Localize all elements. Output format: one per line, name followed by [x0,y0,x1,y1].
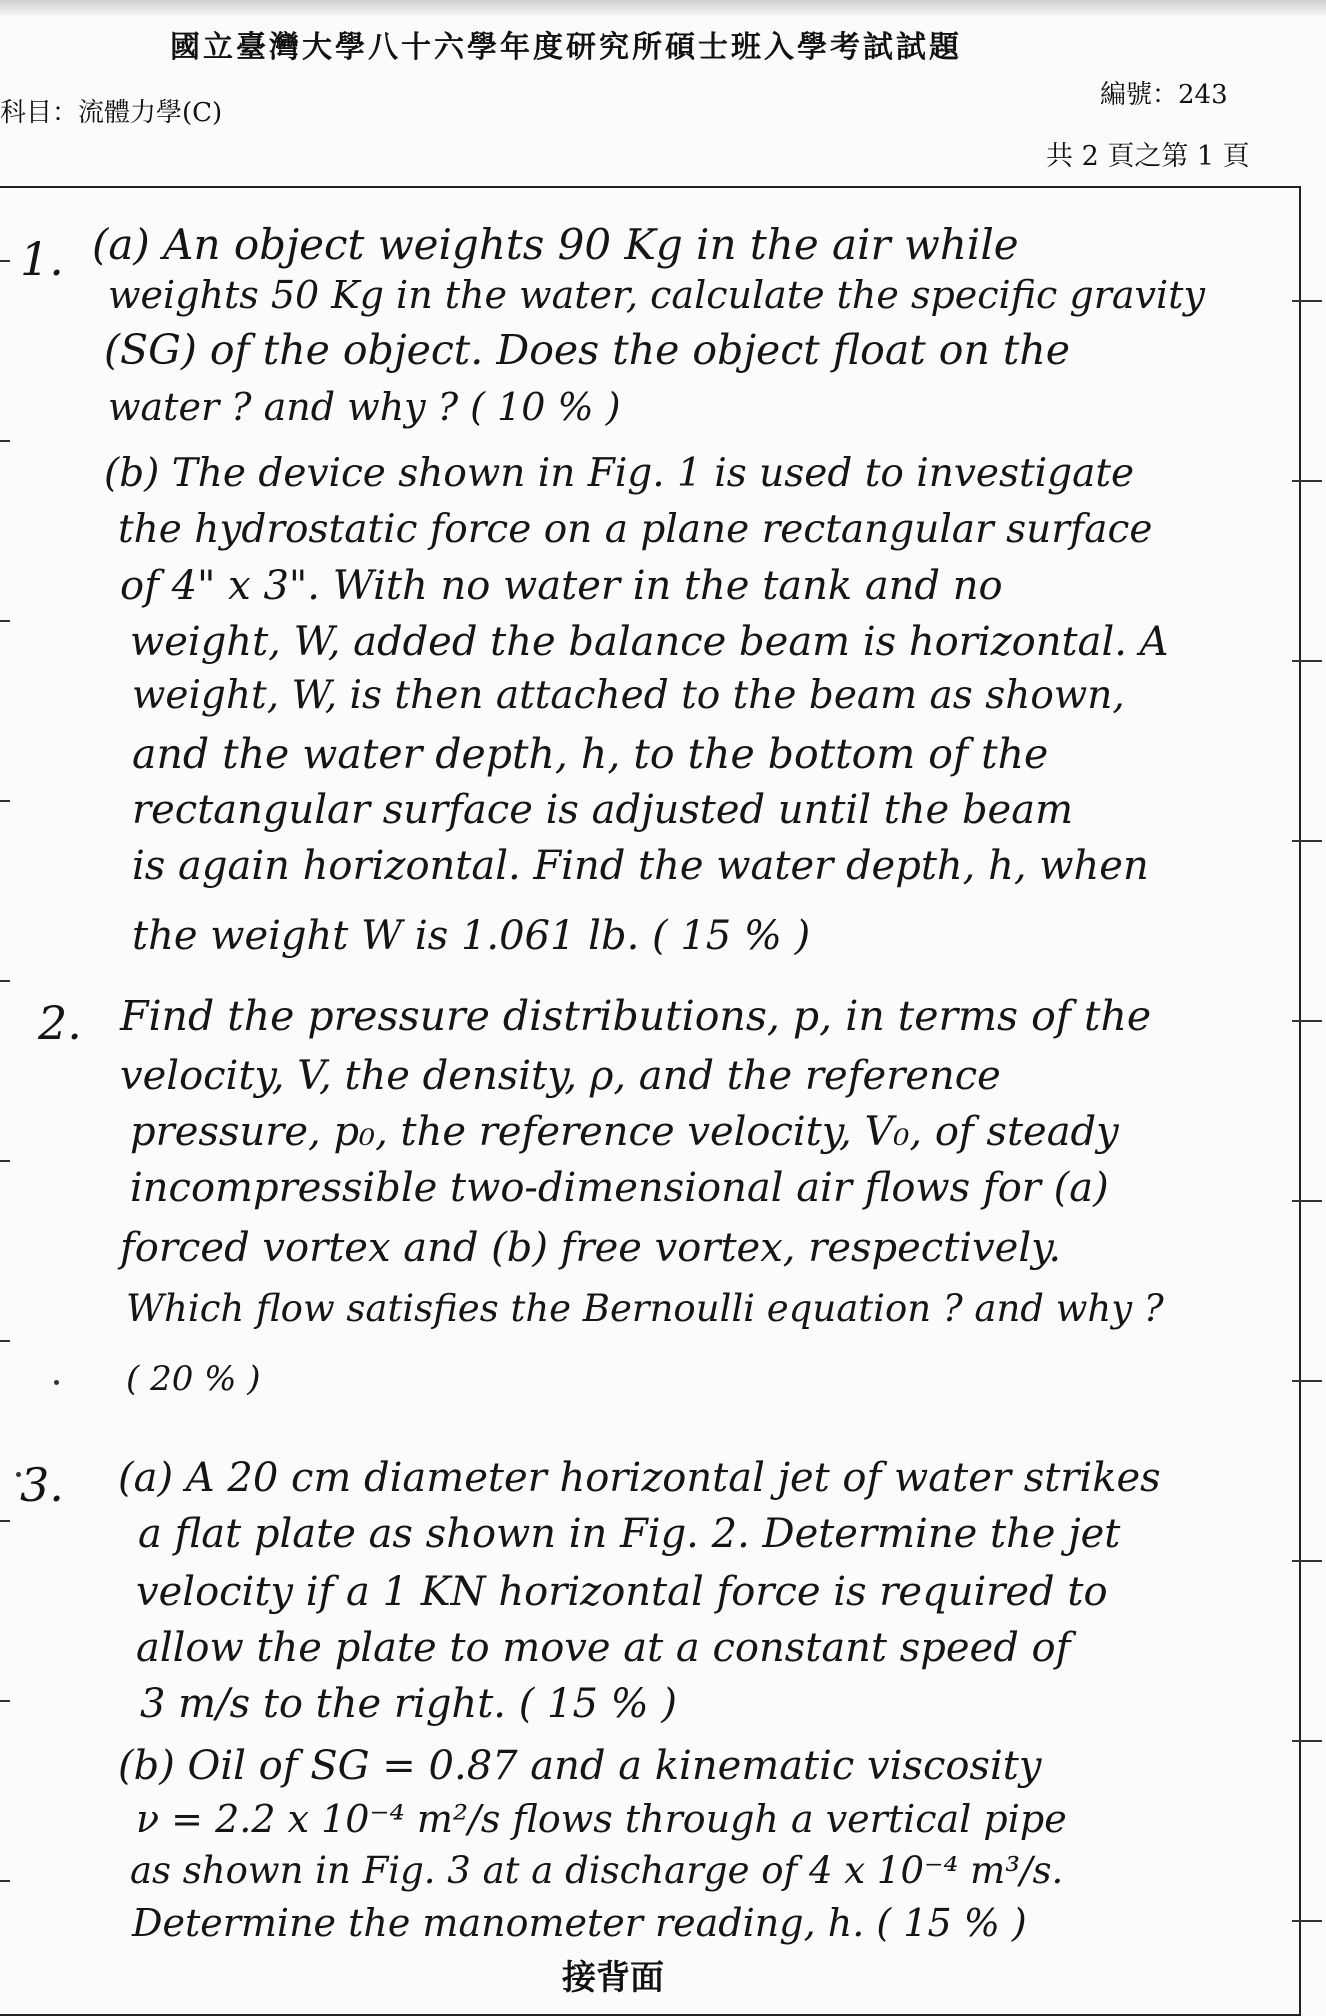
question-3-line: velocity if a 1 KN horizontal force is required to [136,1569,1108,1615]
subject-label: 科目：流體力學(C) [0,98,223,128]
page-indicator: 共 2 頁之第 1 頁 [1046,141,1250,172]
question-1-line: weights 50 Kg in the water, calculate the specific gravity [108,273,1205,317]
question-2-line: forced vortex and (b) free vortex, respectively. [120,1225,1062,1271]
question-1-line: is again horizontal. Find the water depth, h, when [132,843,1149,889]
continue-overleaf-note: 接背面 [562,1958,664,1998]
question-2-line: pressure, p₀, the reference velocity, V₀, of steady [130,1109,1119,1155]
question-3-line: 3 m/s to the right. ( 15 % ) [140,1681,677,1727]
question-1-line: rectangular surface is adjusted until the beam [132,787,1073,833]
question-3-line: as shown in Fig. 3 at a discharge of 4 x 10⁻⁴ m³/s. [130,1849,1064,1892]
question-3-line: allow the plate to move at a constant speed of [136,1625,1071,1671]
question-3-number: 3. [20,1458,64,1512]
question-3-line: ν = 2.2 x 10⁻⁴ m²/s flows through a vertical pipe [136,1797,1067,1841]
question-3-line: (a) A 20 cm diameter horizontal jet of water strikes [118,1455,1161,1501]
question-1-line: (a) An object weights 90 Kg in the air while [92,220,1019,269]
question-1-line: water ? and why ? ( 10 % ) [108,385,621,429]
scan-speck [54,1380,59,1385]
question-2-line: Find the pressure distributions, p, in terms of the [120,992,1152,1040]
margin-ruler-right [1292,300,1326,2000]
question-1-line: the weight W is 1.061 lb. ( 15 % ) [132,913,811,959]
question-3-line: (b) Oil of SG = 0.87 and a kinematic viscosity [118,1743,1042,1789]
question-1-line: (b) The device shown in Fig. 1 is used to investigate [104,451,1135,496]
exam-code: 編號：243 [1100,80,1228,110]
question-1-number: 1. [20,232,64,286]
question-1-line: (SG) of the object. Does the object float on the [104,326,1071,374]
question-1-line: the hydrostatic force on a plane rectangular surface [118,507,1153,552]
question-2-line: velocity, V, the density, ρ, and the reference [120,1053,1001,1099]
scan-shadow [0,0,1326,18]
question-1-line: weight, W, is then attached to the beam as shown, [132,673,1125,718]
question-1-line: of 4" x 3". With no water in the tank and no [120,563,1003,609]
question-3-line: Determine the manometer reading, h. ( 15 % ) [132,1901,1027,1945]
question-2-number: 2. [38,996,82,1050]
exam-title: 國立臺灣大學八十六學年度研究所碩士班入學考試試題 [170,30,962,65]
question-2-line: Which flow satisfies the Bernoulli equation ? and why ? [126,1287,1164,1330]
margin-ruler-left [0,200,12,2000]
question-1-line: weight, W, added the balance beam is horizontal. A [130,619,1169,665]
question-3-line: a flat plate as shown in Fig. 2. Determine the jet [138,1511,1121,1557]
question-2-line: incompressible two-dimensional air flows for (a) [130,1165,1109,1211]
question-1-line: and the water depth, h, to the bottom of the [132,730,1049,778]
question-2-line: ( 20 % ) [126,1359,261,1399]
